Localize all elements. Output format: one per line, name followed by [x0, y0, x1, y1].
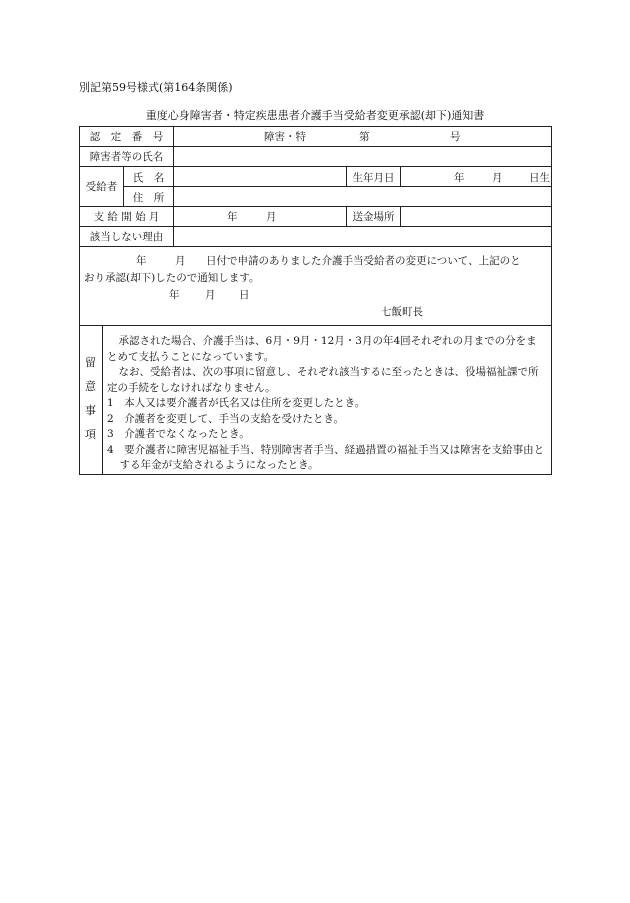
- issuer-name: 七飯町長: [381, 306, 423, 318]
- notice-date-year-unit: 年: [169, 289, 180, 301]
- send-place-field[interactable]: [400, 207, 551, 226]
- notes-item-3: 3 介護者でなくなったとき。: [107, 428, 250, 440]
- recipient-row: [80, 167, 551, 207]
- person-name-row: [80, 147, 551, 167]
- recipient-address-label: 住 所: [123, 187, 173, 207]
- payment-start-field[interactable]: [173, 207, 346, 226]
- send-place-label: 送金場所: [346, 207, 400, 226]
- recipient-address-field[interactable]: [173, 187, 551, 207]
- notes-item-1: 1 本人又は要介護者が氏名又は住所を変更したとき。: [107, 397, 366, 409]
- cert-number-label: 認 定 番 号: [89, 131, 164, 143]
- payment-start-label: 支 給 開 始 月: [93, 211, 160, 223]
- birth-day-unit: 日生: [529, 171, 550, 184]
- notes-heading: [80, 326, 103, 474]
- payment-start-year-unit: 年: [227, 211, 238, 223]
- notes-heading-char-1: 留: [85, 356, 96, 369]
- notice-year-unit: 年: [136, 255, 147, 267]
- payment-start-row: [80, 207, 551, 227]
- birth-year-unit: 年: [454, 171, 465, 184]
- person-name-field[interactable]: [173, 147, 551, 166]
- notes-section: [80, 326, 551, 474]
- cert-number-prefix: 障害・特: [264, 131, 306, 143]
- reason-row: [80, 227, 551, 247]
- form-number-label: 別記第59号様式(第164条関係): [79, 81, 233, 94]
- notice-line-2: おり承認(却下)したので通知します。: [84, 272, 260, 284]
- notes-paragraph-2: なお、受給者は、次の事項に留意し、それぞれ該当するに至ったときは、役場福祉課で所定の手続をしなければなりません。: [107, 366, 539, 394]
- recipient-name-field[interactable]: [173, 167, 346, 187]
- payment-start-month-unit: 月: [266, 211, 277, 223]
- notice-form-table: [79, 126, 552, 475]
- cert-number-suffix: 号: [450, 131, 461, 143]
- notes-heading-char-2: 意: [85, 380, 96, 393]
- notes-heading-char-3: 事: [85, 404, 96, 417]
- notice-line-1: 日付で申請のありました介護手当受給者の変更について、上記のと: [206, 255, 521, 267]
- notice-date-month-unit: 月: [205, 289, 216, 301]
- notice-text: [84, 253, 547, 321]
- birth-date-field[interactable]: [400, 167, 551, 187]
- birth-date-label: 生年月日: [346, 167, 400, 187]
- cert-number-field[interactable]: [173, 127, 551, 146]
- notes-item-2: 2 介護者を変更して、手当の支給を受けたとき。: [107, 412, 345, 425]
- cert-number-mid: 第: [359, 131, 370, 143]
- notes-item-4: 4 要介護者に障害児福祉手当、特別障害者手当、経過措置の福祉手当又は障害を支給事由とする年金が支給されるようになったとき。: [107, 443, 545, 471]
- document-title: 重度心身障害者・特定疾患患者介護手当受給者変更承認(却下)通知書: [145, 109, 485, 122]
- reason-field[interactable]: [173, 227, 551, 246]
- notes-paragraph-1: 承認された場合、介護手当は、6月・9月・12月・3月の年4回それぞれの月までの分をまとめて支払うことになっています。: [107, 335, 537, 363]
- birth-month-unit: 月: [492, 171, 503, 184]
- notice-date-day-unit: 日: [239, 289, 250, 301]
- notes-heading-char-4: 項: [85, 428, 96, 441]
- notice-month-unit: 月: [175, 255, 186, 267]
- notes-body: [107, 334, 547, 474]
- recipient-group-label: 受給者: [85, 181, 118, 193]
- recipient-name-label: 氏 名: [123, 167, 173, 187]
- reason-label: 該当しない理由: [89, 231, 164, 243]
- cert-number-row: [80, 127, 551, 147]
- notice-section: [80, 247, 551, 326]
- person-name-label: 障害者等の氏名: [89, 151, 164, 163]
